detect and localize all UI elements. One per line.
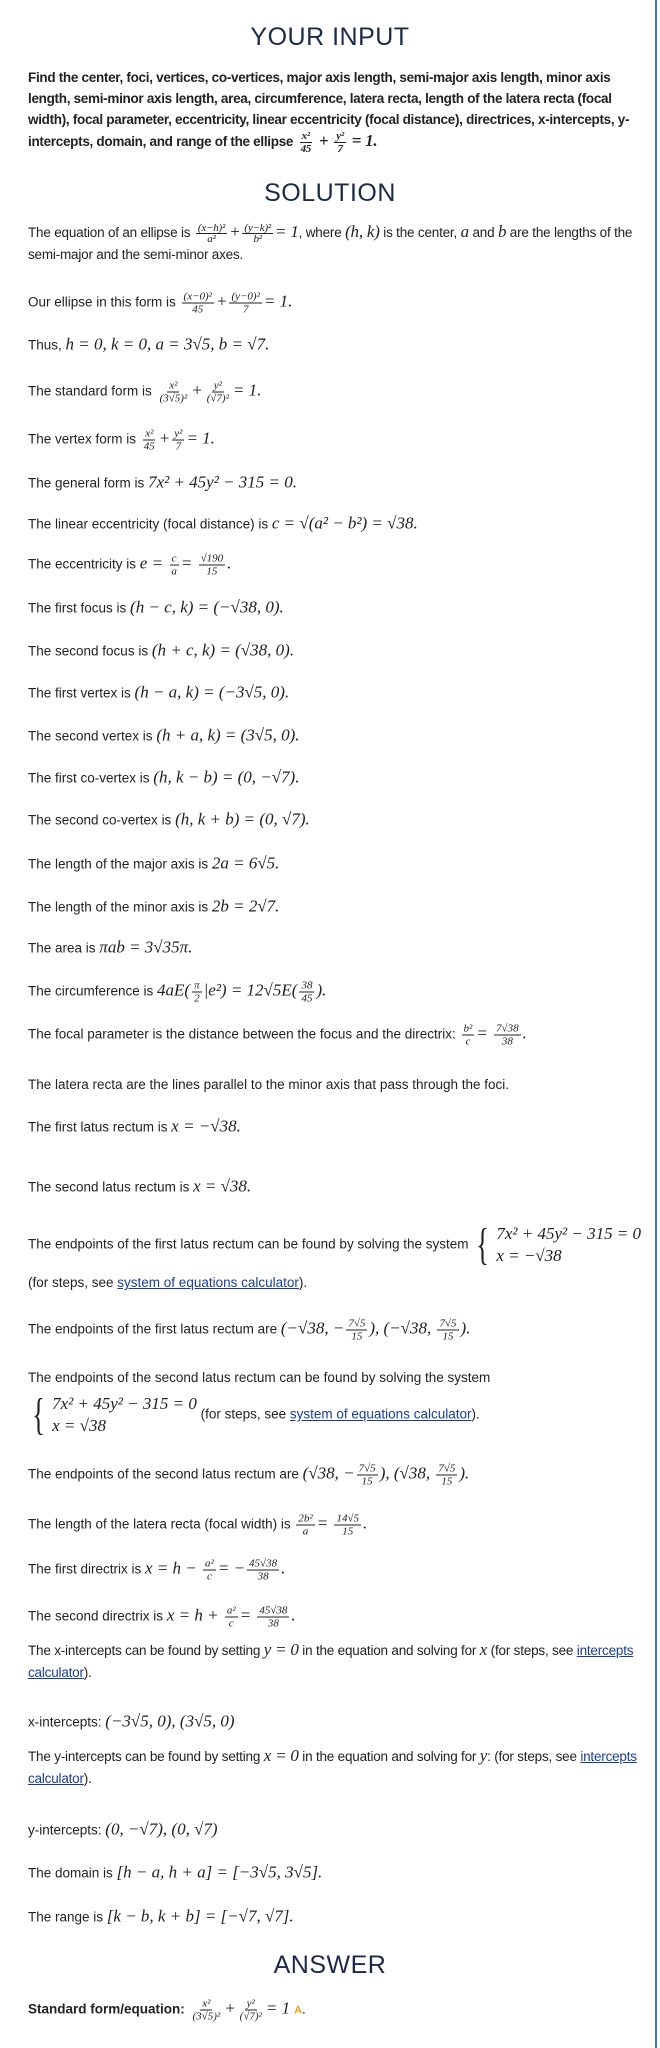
solution-step	[28, 1712, 638, 1733]
text-segment: The first directrix is	[28, 1561, 146, 1577]
system-equation: 7x² + 45y² − 315 = 0	[496, 1224, 642, 1243]
solution-step	[28, 514, 638, 535]
fraction	[247, 1558, 279, 1583]
solution-step	[28, 380, 638, 405]
fraction-numerator: 2b²	[298, 1512, 313, 1525]
answer-label: Standard form/equation:	[28, 2001, 189, 2017]
solution-step	[28, 221, 648, 266]
fraction-numerator: 14√5	[336, 1512, 359, 1525]
fraction	[257, 1605, 289, 1630]
fraction-numerator: x²	[301, 130, 310, 142]
text-segment: The second focus is	[28, 643, 152, 659]
solution-step	[28, 428, 638, 453]
math-expression: ).	[459, 1463, 470, 1483]
math-expression: = 1	[275, 222, 299, 241]
fraction	[182, 291, 214, 316]
fraction-denominator: a	[302, 1525, 309, 1538]
text-segment: The range is	[28, 1909, 107, 1925]
fraction-denominator: c	[206, 1570, 212, 1583]
text-segment: The latera recta are the lines parallel to the minor axis that pass through the foci.	[28, 1077, 510, 1092]
question-body: Find the center, foci, vertices, co-vertices, major axis length, semi-major axis length, minor axis length, semi-minor axis length, area, circumference, latera recta, length of the latera recta (focal width), focal parameter, eccentricity, linear eccentricity (focal distance), directrices, x-intercepts, y-intercepts, domain, and range of the ellipse	[28, 70, 630, 150]
math-expression: y = 0	[263, 1640, 299, 1659]
fraction-numerator: a²	[205, 1557, 214, 1570]
text-segment: are the lengths of the semi-major and the semi-minor axes.	[28, 225, 633, 262]
fraction	[346, 1318, 367, 1343]
fraction-denominator: 15	[442, 1330, 454, 1343]
solution-step	[28, 1639, 648, 1684]
right-border	[655, 0, 657, 2048]
text-segment: (for steps, see	[196, 1406, 290, 1422]
math-expression: x = √38.	[193, 1176, 252, 1196]
solution-step	[28, 1318, 638, 1343]
solution-step	[28, 683, 638, 704]
solution-step	[28, 726, 638, 747]
text-segment: and	[468, 225, 498, 240]
math-expression: .	[522, 1023, 527, 1043]
fraction-numerator: x²	[145, 427, 154, 440]
text-segment: The x-intercepts can be found by setting	[28, 1643, 264, 1658]
math-expression: =	[476, 1023, 493, 1043]
math-expression: (h − a, k) = (−3√5, 0).	[134, 682, 290, 702]
left-brace-icon: {	[476, 1220, 490, 1269]
input-heading: YOUR INPUT	[250, 23, 410, 51]
math-expression: b	[497, 222, 507, 241]
solution-step	[28, 980, 638, 1005]
text-segment: The endpoints of the second latus rectum can be found by solving the system	[28, 1370, 491, 1385]
solution-step	[28, 598, 638, 619]
solution-step	[28, 1863, 638, 1884]
solution-step	[28, 1220, 642, 1269]
math-expression: ), (−√38,	[369, 1318, 436, 1338]
math-expression: .	[281, 1558, 286, 1578]
fraction	[357, 1463, 378, 1488]
math-expression: (h, k)	[345, 222, 380, 241]
fraction-denominator: b²	[253, 232, 262, 245]
text-segment: (for steps, see	[28, 1275, 118, 1290]
math-expression: a	[460, 222, 469, 241]
solution-step	[28, 1368, 638, 1388]
text-segment: The circumference is	[28, 983, 158, 999]
text-segment: The length of the major axis is	[28, 856, 212, 872]
math-expression: +	[191, 380, 203, 400]
text-segment: The length of the minor axis is	[28, 899, 212, 915]
fraction	[172, 428, 184, 453]
text-segment: The y-intercepts can be found by setting	[28, 1749, 264, 1764]
math-expression: (−√38, −	[280, 1318, 345, 1338]
solution-step	[28, 1605, 638, 1630]
calculator-link[interactable]: intercepts calculator	[28, 1643, 634, 1680]
answer-badge: A	[294, 2004, 303, 2017]
text-segment: The second directrix is	[28, 1608, 167, 1624]
math-expression: y	[479, 1746, 488, 1765]
fraction	[199, 553, 226, 578]
math-expression: .	[291, 1605, 296, 1625]
fraction-denominator: 15	[361, 1475, 373, 1488]
fraction-numerator: 45√38	[249, 1557, 278, 1570]
solution-step	[28, 473, 638, 494]
fraction-denominator: c	[228, 1617, 234, 1630]
fraction-numerator: c	[171, 552, 177, 565]
math-expression: ).	[316, 980, 327, 1000]
text-segment: The eccentricity is	[28, 556, 140, 572]
text-segment: x-intercepts:	[28, 1714, 106, 1730]
math-expression: (h + c, k) = (√38, 0).	[151, 640, 295, 660]
fraction-denominator: 45	[301, 992, 313, 1005]
math-expression: =	[316, 1513, 333, 1533]
answer-end: .	[302, 2001, 306, 2017]
solution-step	[28, 1117, 638, 1138]
fraction-denominator: a	[171, 565, 177, 578]
text-segment: The endpoints of the first latus rectum can be found by solving the system	[28, 1236, 473, 1252]
fraction	[334, 130, 346, 155]
text-segment: The linear eccentricity (focal distance) is	[28, 516, 272, 532]
equation-system	[28, 1390, 197, 1439]
math-expression: |e²) = 12√5E(	[203, 980, 298, 1000]
answer-equation	[189, 1997, 291, 2023]
fraction-denominator: 45	[300, 143, 311, 155]
solution-step	[28, 1745, 648, 1790]
fraction-numerator: a²	[226, 1604, 236, 1617]
math-expression: +	[224, 1998, 236, 2018]
text-segment: Our ellipse in this form is	[28, 294, 180, 310]
fraction	[296, 1513, 314, 1538]
fraction-denominator: 7	[242, 303, 249, 316]
fraction	[436, 1463, 457, 1488]
solution-step	[28, 1820, 638, 1841]
math-expression: (h + a, k) = (3√5, 0).	[156, 725, 300, 745]
math-expression: x = −√38.	[171, 1116, 241, 1136]
solution-heading: SOLUTION	[264, 179, 396, 207]
text-segment: The length of the latera recta (focal width) is	[28, 1516, 295, 1532]
fraction-numerator: y²	[174, 427, 183, 440]
text-segment: in the equation and solving for	[298, 1643, 480, 1658]
fraction-numerator: y²	[336, 130, 344, 142]
math-expression: = 1.	[186, 428, 215, 448]
solution-step	[28, 854, 638, 875]
fraction-denominator: 45	[143, 440, 155, 453]
math-expression: 2a = 6√5.	[211, 853, 280, 873]
math-expression: = 1.	[263, 291, 293, 311]
math-expression: (h − c, k) = (−√38, 0).	[130, 597, 284, 617]
math-expression: c = √(a² − b²) = √38.	[271, 513, 418, 533]
solution-step	[28, 1177, 638, 1198]
fraction-denominator: 15	[342, 1525, 354, 1538]
fraction-denominator: 38	[257, 1570, 269, 1583]
text-segment: The vertex form is	[28, 431, 140, 447]
math-expression: h = 0, k = 0, a = 3√5, b = √7.	[65, 334, 270, 354]
fraction-numerator: (x−h)²	[197, 221, 226, 234]
math-expression: (h, k − b) = (0, −√7).	[153, 767, 300, 787]
fraction	[196, 223, 227, 244]
solution-step	[28, 1907, 638, 1928]
system-rows	[496, 1223, 641, 1267]
solution-step	[28, 1273, 638, 1293]
fraction-numerator: x²	[202, 1997, 211, 2010]
solution-step	[28, 291, 638, 316]
solution-step	[28, 768, 638, 789]
fraction-numerator: 7√5	[438, 1462, 456, 1475]
text-segment: The area is	[28, 940, 100, 956]
text-segment: The first co-vertex is	[28, 770, 154, 786]
solution-step	[28, 553, 638, 578]
left-brace-icon: {	[32, 1390, 45, 1439]
math-expression: (√38, −	[302, 1463, 355, 1483]
fraction-numerator: 7√5	[348, 1317, 366, 1330]
text-segment: The domain is	[28, 1865, 117, 1881]
fraction-denominator: a²	[207, 232, 216, 245]
text-segment: y-intercepts:	[28, 1822, 106, 1838]
fraction-denominator: 2	[194, 992, 200, 1005]
solution-step	[28, 335, 638, 356]
solution-step	[28, 938, 638, 959]
answer-line	[28, 1998, 638, 2023]
fraction-numerator: b²	[463, 1022, 473, 1035]
equation-system	[472, 1220, 642, 1269]
text-segment: The equation of an ellipse is	[28, 225, 194, 240]
fraction	[225, 1605, 238, 1630]
text-segment: The general form is	[28, 475, 149, 491]
solution-step	[28, 1075, 638, 1095]
math-expression: = 1.	[347, 131, 378, 151]
math-expression: ), (√38,	[379, 1463, 435, 1483]
system-equation: x = −√38	[496, 1246, 562, 1265]
fraction	[299, 980, 314, 1005]
math-expression: +	[215, 291, 228, 311]
fraction-numerator: 45√38	[259, 1604, 288, 1617]
fraction	[229, 291, 261, 316]
answer-heading: ANSWER	[273, 1951, 387, 1979]
fraction	[299, 130, 313, 155]
solution-step	[28, 1023, 638, 1048]
text-segment: The standard form is	[28, 383, 156, 399]
solution-step	[28, 1463, 638, 1488]
text-segment: The first focus is	[28, 600, 131, 616]
fraction-numerator: y²	[246, 1997, 255, 2010]
fraction	[192, 980, 202, 1005]
fraction	[494, 1023, 521, 1048]
math-expression: .	[227, 553, 232, 573]
math-expression: e =	[139, 553, 168, 573]
fraction-numerator: y²	[213, 379, 222, 392]
math-expression: 2b = 2√7.	[211, 896, 280, 916]
fraction-denominator: (√7)²	[206, 392, 229, 405]
text-segment: The first latus rectum is	[28, 1119, 172, 1135]
text-segment: ).	[83, 1665, 92, 1680]
fraction	[437, 1318, 458, 1343]
fraction	[142, 428, 157, 453]
text-segment: The second co-vertex is	[28, 812, 176, 828]
math-expression: .	[362, 1513, 368, 1533]
math-expression: x = 0	[263, 1746, 299, 1765]
fraction-numerator: 7√5	[439, 1317, 457, 1330]
text-segment: The endpoints of the first latus rectum are	[28, 1321, 281, 1337]
math-expression: 4aE(	[157, 980, 191, 1000]
math-expression: x	[479, 1640, 488, 1659]
calculator-link[interactable]: system of equations calculator	[117, 1275, 299, 1290]
fraction-numerator: 7√5	[358, 1462, 376, 1475]
fraction-numerator: x²	[169, 379, 178, 392]
text-segment: The endpoints of the second latus rectum are	[28, 1466, 303, 1482]
text-segment: : (for steps, see	[487, 1749, 581, 1764]
fraction-numerator: (y−k)²	[244, 221, 272, 234]
question-text	[28, 67, 638, 155]
math-expression: +	[314, 131, 333, 151]
calculator-link[interactable]: intercepts calculator	[28, 1749, 637, 1786]
system-equation: x = √38	[52, 1416, 106, 1435]
math-expression: [k − b, k + b] = [−√7, √7].	[106, 1906, 294, 1926]
fraction	[158, 380, 190, 405]
fraction-denominator: 7	[337, 143, 343, 155]
math-expression: x = h +	[166, 1605, 223, 1625]
text-segment: The first vertex is	[28, 685, 135, 701]
fraction-denominator: (3√5)²	[159, 392, 188, 405]
fraction	[334, 1513, 361, 1538]
math-expression: =	[239, 1605, 256, 1625]
fraction-denominator: 38	[267, 1617, 279, 1630]
text-segment: The second vertex is	[28, 728, 157, 744]
solution-step	[28, 1390, 638, 1439]
fraction-numerator: (y−0)²	[231, 290, 260, 303]
fraction	[191, 1998, 223, 2023]
text-segment: is the center,	[379, 225, 461, 240]
math-expression: [h − a, h + a] = [−3√5, 3√5].	[116, 1862, 323, 1882]
fraction-denominator: 15	[206, 565, 218, 578]
math-expression: x = h −	[145, 1558, 202, 1578]
math-expression: (0, −√7), (0, √7)	[105, 1819, 218, 1839]
solution-step	[28, 810, 638, 831]
math-expression: (−3√5, 0), (3√5, 0)	[105, 1711, 235, 1731]
text-segment: Thus,	[28, 337, 66, 353]
solution-step	[28, 641, 638, 662]
math-expression: =	[180, 553, 197, 573]
fraction-numerator: 7√38	[496, 1022, 519, 1035]
fraction	[203, 1558, 216, 1583]
fraction-denominator: 45	[192, 303, 204, 316]
math-expression: +	[158, 428, 171, 448]
math-expression: πab = 3√35π.	[99, 937, 193, 957]
fraction-numerator: π	[194, 979, 200, 992]
fraction-denominator: 7	[175, 440, 182, 453]
system-rows	[52, 1393, 197, 1437]
text-segment: The second latus rectum is	[28, 1179, 194, 1195]
fraction-denominator: (√7)²	[239, 2010, 262, 2023]
text-segment: (for steps, see	[487, 1643, 577, 1658]
fraction	[169, 553, 179, 578]
fraction	[238, 1998, 264, 2023]
system-equation: 7x² + 45y² − 315 = 0	[52, 1394, 197, 1413]
calculator-link[interactable]: system of equations calculator	[289, 1406, 472, 1422]
solution-step	[28, 1513, 638, 1538]
fraction-numerator: √190	[200, 552, 224, 565]
text-segment: ).	[471, 1406, 480, 1422]
fraction-numerator: (x−0)²	[183, 290, 212, 303]
text-segment: ).	[298, 1275, 308, 1290]
fraction	[462, 1023, 475, 1048]
solution-step	[28, 1558, 638, 1583]
fraction-numerator: 38	[301, 979, 313, 992]
math-expression: (h, k + b) = (0, √7).	[175, 809, 310, 829]
solution-step	[28, 897, 638, 918]
question-equation	[297, 130, 378, 155]
fraction	[205, 380, 231, 405]
text-segment: in the equation and solving for	[298, 1749, 480, 1764]
text-segment: The focal parameter is the distance between the focus and the directrix:	[28, 1026, 460, 1042]
fraction-denominator: c	[465, 1035, 471, 1048]
fraction-denominator: 15	[351, 1330, 363, 1343]
math-expression: = 1	[265, 1998, 291, 2018]
fraction-denominator: 38	[501, 1035, 513, 1048]
math-expression: +	[229, 222, 241, 241]
math-expression: ).	[460, 1318, 471, 1338]
text-segment: ).	[83, 1771, 92, 1786]
fraction-denominator: (3√5)²	[192, 2010, 221, 2023]
math-expression: = 1.	[232, 380, 262, 400]
text-segment: , where	[298, 225, 346, 240]
fraction-denominator: 15	[441, 1475, 453, 1488]
math-expression: 7x² + 45y² − 315 = 0.	[148, 472, 298, 492]
fraction	[242, 223, 273, 244]
math-expression: = −	[217, 1558, 246, 1578]
